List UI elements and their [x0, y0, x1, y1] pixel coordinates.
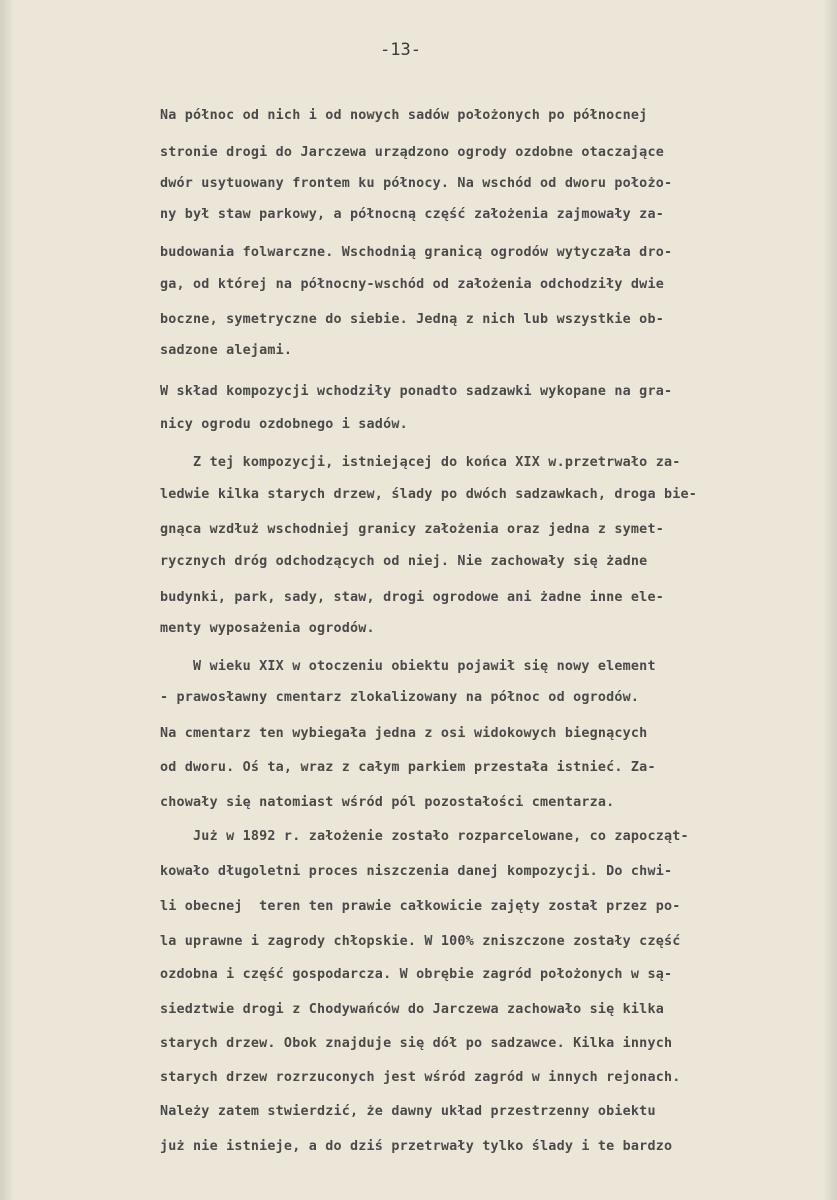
text-line: starych drzew. Obok znajduje się dół po sadzawce. Kilka innych [160, 1036, 673, 1051]
text-line: od dworu. Oś ta, wraz z całym parkiem przestała istnieć. Za- [160, 760, 656, 775]
text-line: - prawosławny cmentarz zlokalizowany na północ od ogrodów. [160, 690, 640, 705]
text-line: dwór usytuowany frontem ku północy. Na wschód od dworu położo- [160, 176, 673, 191]
text-line: W wieku XIX w otoczeniu obiektu pojawił się nowy element [160, 659, 656, 674]
text-line: la uprawne i zagrody chłopskie. W 100% zniszczone zostały część [160, 934, 681, 949]
text-line: ledwie kilka starych drzew, ślady po dwóch sadzawkach, droga bie- [160, 487, 698, 502]
text-line: ga, od której na północny-wschód od założenia odchodziły dwie [160, 277, 664, 292]
text-line: stronie drogi do Jarczewa urządzono ogrody ozdobne otaczające [160, 145, 664, 160]
text-line: starych drzew rozrzuconych jest wśród zagród w innych rejonach. [160, 1070, 681, 1085]
text-line: menty wyposażenia ogrodów. [160, 621, 375, 636]
text-line: Z tej kompozycji, istniejącej do końca XIX w.przetrwało za- [160, 455, 681, 470]
text-line: Już w 1892 r. założenie zostało rozparcelowane, co zapocząt- [160, 829, 689, 844]
text-line: W skład kompozycji wchodziły ponadto sadzawki wykopane na gra- [160, 384, 673, 399]
text-line: Należy zatem stwierdzić, że dawny układ przestrzenny obiektu [160, 1104, 656, 1119]
text-line: sadzone alejami. [160, 343, 293, 358]
text-line: rycznych dróg odchodzących od niej. Nie zachowały się żadne [160, 554, 648, 569]
text-line: chowały się natomiast wśród pól pozostałości cmentarza. [160, 795, 615, 810]
text-line: ozdobna i część gospodarcza. W obrębie zagród położonych w są- [160, 967, 673, 982]
text-line: gnąca wzdłuż wschodniej granicy założenia oraz jedna z symet- [160, 522, 664, 537]
text-line: budynki, park, sady, staw, drogi ogrodowe ani żadne inne ele- [160, 590, 664, 605]
text-line: ny był staw parkowy, a północną część założenia zajmowały za- [160, 207, 664, 222]
text-line: boczne, symetryczne do siebie. Jedną z nich lub wszystkie ob- [160, 312, 664, 327]
text-line: już nie istnieje, a do dziś przetrwały tylko ślady i te bardzo [160, 1139, 673, 1154]
page-number: -13- [380, 40, 421, 60]
text-line: nicy ogrodu ozdobnego i sadów. [160, 417, 408, 432]
text-line: budowania folwarczne. Wschodnią granicą ogrodów wytyczała dro- [160, 245, 673, 260]
text-line: siedztwie drogi z Chodywańców do Jarczewa zachowało się kilka [160, 1002, 664, 1017]
text-line: Na północ od nich i od nowych sadów położonych po północnej [160, 108, 648, 123]
page-edge-left [0, 0, 14, 1200]
text-line: kowało długoletni proces niszczenia danej kompozycji. Do chwi- [160, 864, 673, 879]
text-line: li obecnej teren ten prawie całkowicie zajęty został przez po- [160, 899, 681, 914]
page-edge-right [823, 0, 837, 1200]
text-line: Na cmentarz ten wybiegała jedna z osi widokowych biegnących [160, 726, 648, 741]
